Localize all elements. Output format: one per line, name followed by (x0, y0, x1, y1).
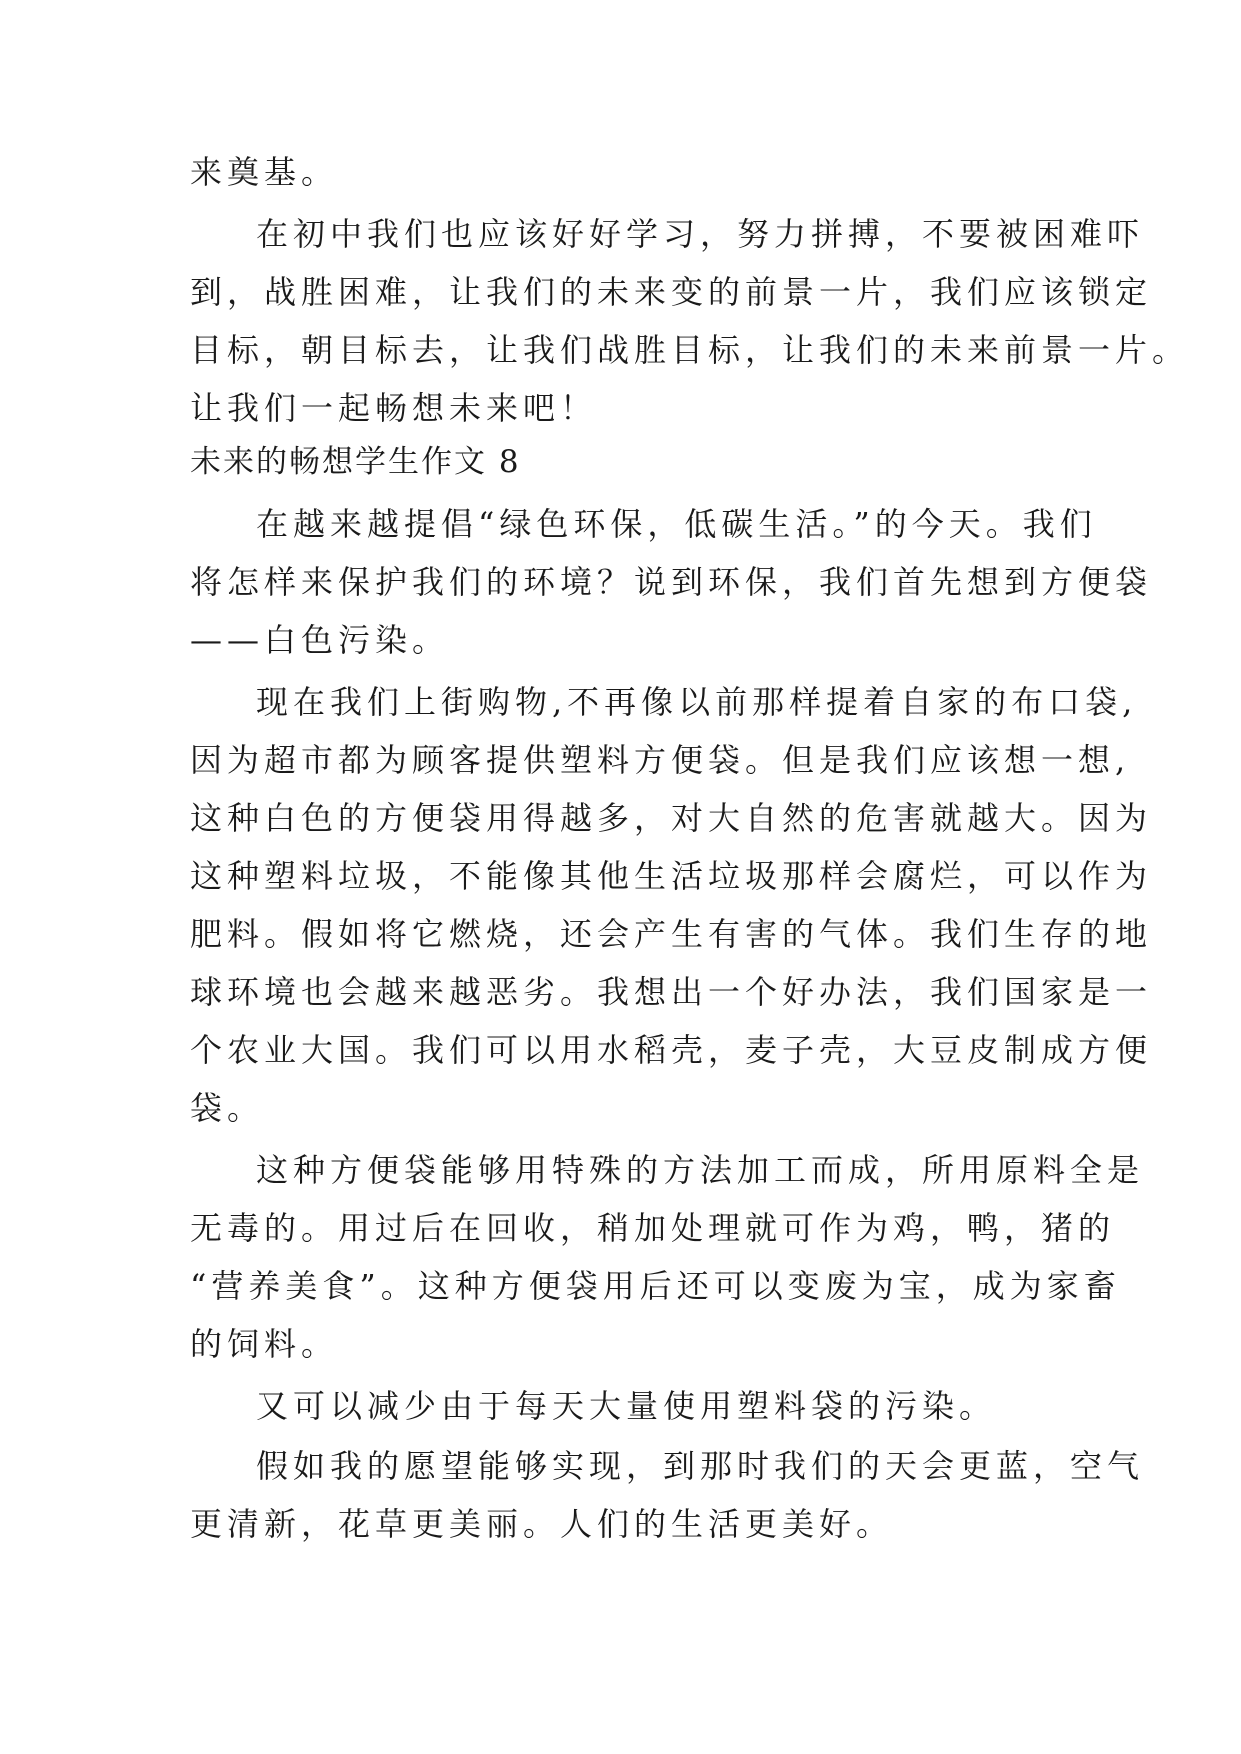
text-line: 因为超市都为顾客提供塑料方便袋。但是我们应该想一想, (190, 741, 1131, 779)
paragraph-first-line: 假如我的愿望能够实现，到那时我们的天会更蓝，空气 (256, 1447, 1145, 1485)
paragraph-first-line: 在初中我们也应该好好学习，努力拼搏，不要被困难吓 (256, 215, 1145, 253)
text-line: 袋。 (190, 1089, 265, 1127)
paragraph-first-line: 现在我们上街购物,不再像以前那样提着自家的布口袋, (256, 683, 1138, 721)
text-line: 无毒的。用过后在回收，稍加处理就可作为鸡，鸭，猪的 (190, 1209, 1116, 1247)
text-line: 来奠基。 (190, 153, 339, 191)
text-line: 这种白色的方便袋用得越多，对大自然的危害就越大。因为 (190, 799, 1153, 837)
text-line: 的饲料。 (190, 1325, 339, 1363)
paragraph-first-line: 这种方便袋能够用特殊的方法加工而成，所用原料全是 (256, 1151, 1145, 1189)
section-heading: 未来的畅想学生作文 8 (190, 444, 521, 480)
paragraph-first-line: 在越来越提倡“绿色环保，低碳生活。”的今天。我们 (256, 505, 1097, 543)
text-line: 将怎样来保护我们的环境？说到环保，我们首先想到方便袋 (190, 563, 1153, 601)
text-line: “营养美食”。这种方便袋用后还可以变废为宝，成为家畜 (190, 1267, 1121, 1305)
text-line: 让我们一起畅想未来吧！ (190, 389, 598, 427)
text-line: 个农业大国。我们可以用水稻壳，麦子壳，大豆皮制成方便 (190, 1031, 1153, 1069)
text-line: 更清新，花草更美丽。人们的生活更美好。 (190, 1505, 894, 1543)
text-line: 目标，朝目标去，让我们战胜目标，让我们的未来前景一片。 (190, 331, 1190, 369)
text-line: ——白色污染。 (190, 621, 450, 659)
text-line: 肥料。假如将它燃烧，还会产生有害的气体。我们生存的地 (190, 915, 1153, 953)
paragraph-first-line: 又可以减少由于每天大量使用塑料袋的污染。 (256, 1387, 997, 1425)
text-line: 球环境也会越来越恶劣。我想出一个好办法，我们国家是一 (190, 973, 1153, 1011)
text-line: 到，战胜困难，让我们的未来变的前景一片，我们应该锁定 (190, 273, 1153, 311)
text-line: 这种塑料垃圾，不能像其他生活垃圾那样会腐烂，可以作为 (190, 857, 1153, 895)
